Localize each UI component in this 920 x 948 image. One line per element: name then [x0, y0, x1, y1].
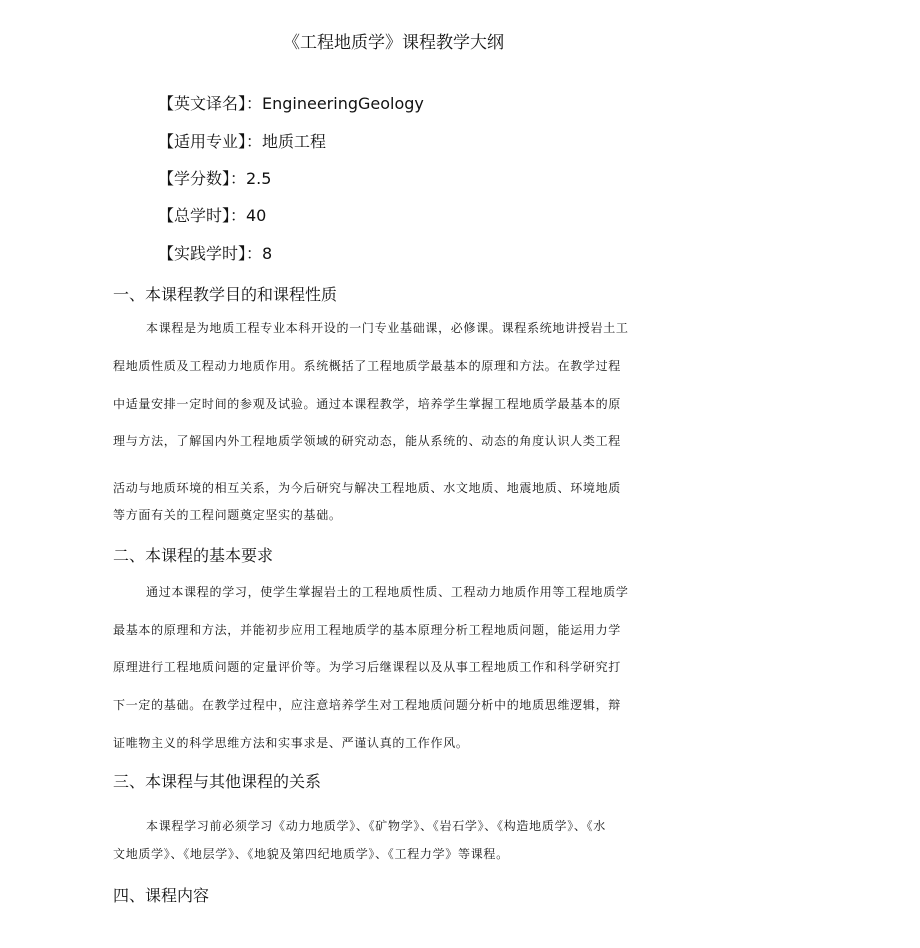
paragraph-line: 程地质性质及工程动力地质作用。系统概括了工程地质学最基本的原理和方法。在教学过程 — [113, 359, 622, 373]
paragraph-line: 原理进行工程地质问题的定量评价等。为学习后继课程以及从事工程地质工作和科学研究打 — [113, 660, 622, 674]
meta-practice-hours: 【实践学时】：8 — [158, 244, 273, 263]
section-heading: 二、本课程的基本要求 — [113, 546, 274, 565]
meta-major: 【适用专业】：地质工程 — [158, 132, 327, 151]
section-heading: 三、本课程与其他课程的关系 — [113, 772, 322, 791]
document-title: 《工程地质学》课程教学大纲 — [283, 33, 504, 53]
meta-total-hours: 【总学时】：40 — [158, 206, 267, 225]
paragraph-line: 等方面有关的工程问题奠定坚实的基础。 — [113, 508, 342, 522]
meta-english-name: 【英文译名】：EngineeringGeology — [158, 94, 424, 113]
paragraph-line: 活动与地质环境的相互关系，为今后研究与解决工程地质、水文地质、地震地质、环境地质 — [113, 481, 622, 495]
paragraph-line: 下一定的基础。在教学过程中，应注意培养学生对工程地质问题分析中的地质思维逻辑，辩 — [113, 698, 622, 712]
paragraph-line: 中适量安排一定时间的参观及试验。通过本课程教学，培养学生掌握工程地质学最基本的原 — [113, 397, 622, 411]
paragraph-line: 本课程是为地质工程专业本科开设的一门专业基础课，必修课。课程系统地讲授岩土工 — [146, 321, 629, 335]
paragraph-line: 理与方法，了解国内外工程地质学领域的研究动态，能从系统的、动态的角度认识人类工程 — [113, 434, 622, 448]
section-heading: 四、课程内容 — [113, 886, 210, 905]
meta-credits: 【学分数】：2.5 — [158, 169, 272, 188]
paragraph-line: 本课程学习前必须学习《动力地质学》、《矿物学》、《岩石学》、《构造地质学》、《水 — [146, 819, 607, 833]
paragraph-line: 最基本的原理和方法，并能初步应用工程地质学的基本原理分析工程地质问题，能运用力学 — [113, 623, 622, 637]
section-heading: 一、本课程教学目的和课程性质 — [113, 285, 338, 304]
paragraph-line: 证唯物主义的科学思维方法和实事求是、严谨认真的工作作风。 — [113, 736, 469, 750]
paragraph-line: 通过本课程的学习，使学生掌握岩土的工程地质性质、工程动力地质作用等工程地质学 — [146, 585, 629, 599]
paragraph-line: 文地质学》、《地层学》、《地貌及第四纪地质学》、《工程力学》等课程。 — [113, 847, 509, 861]
